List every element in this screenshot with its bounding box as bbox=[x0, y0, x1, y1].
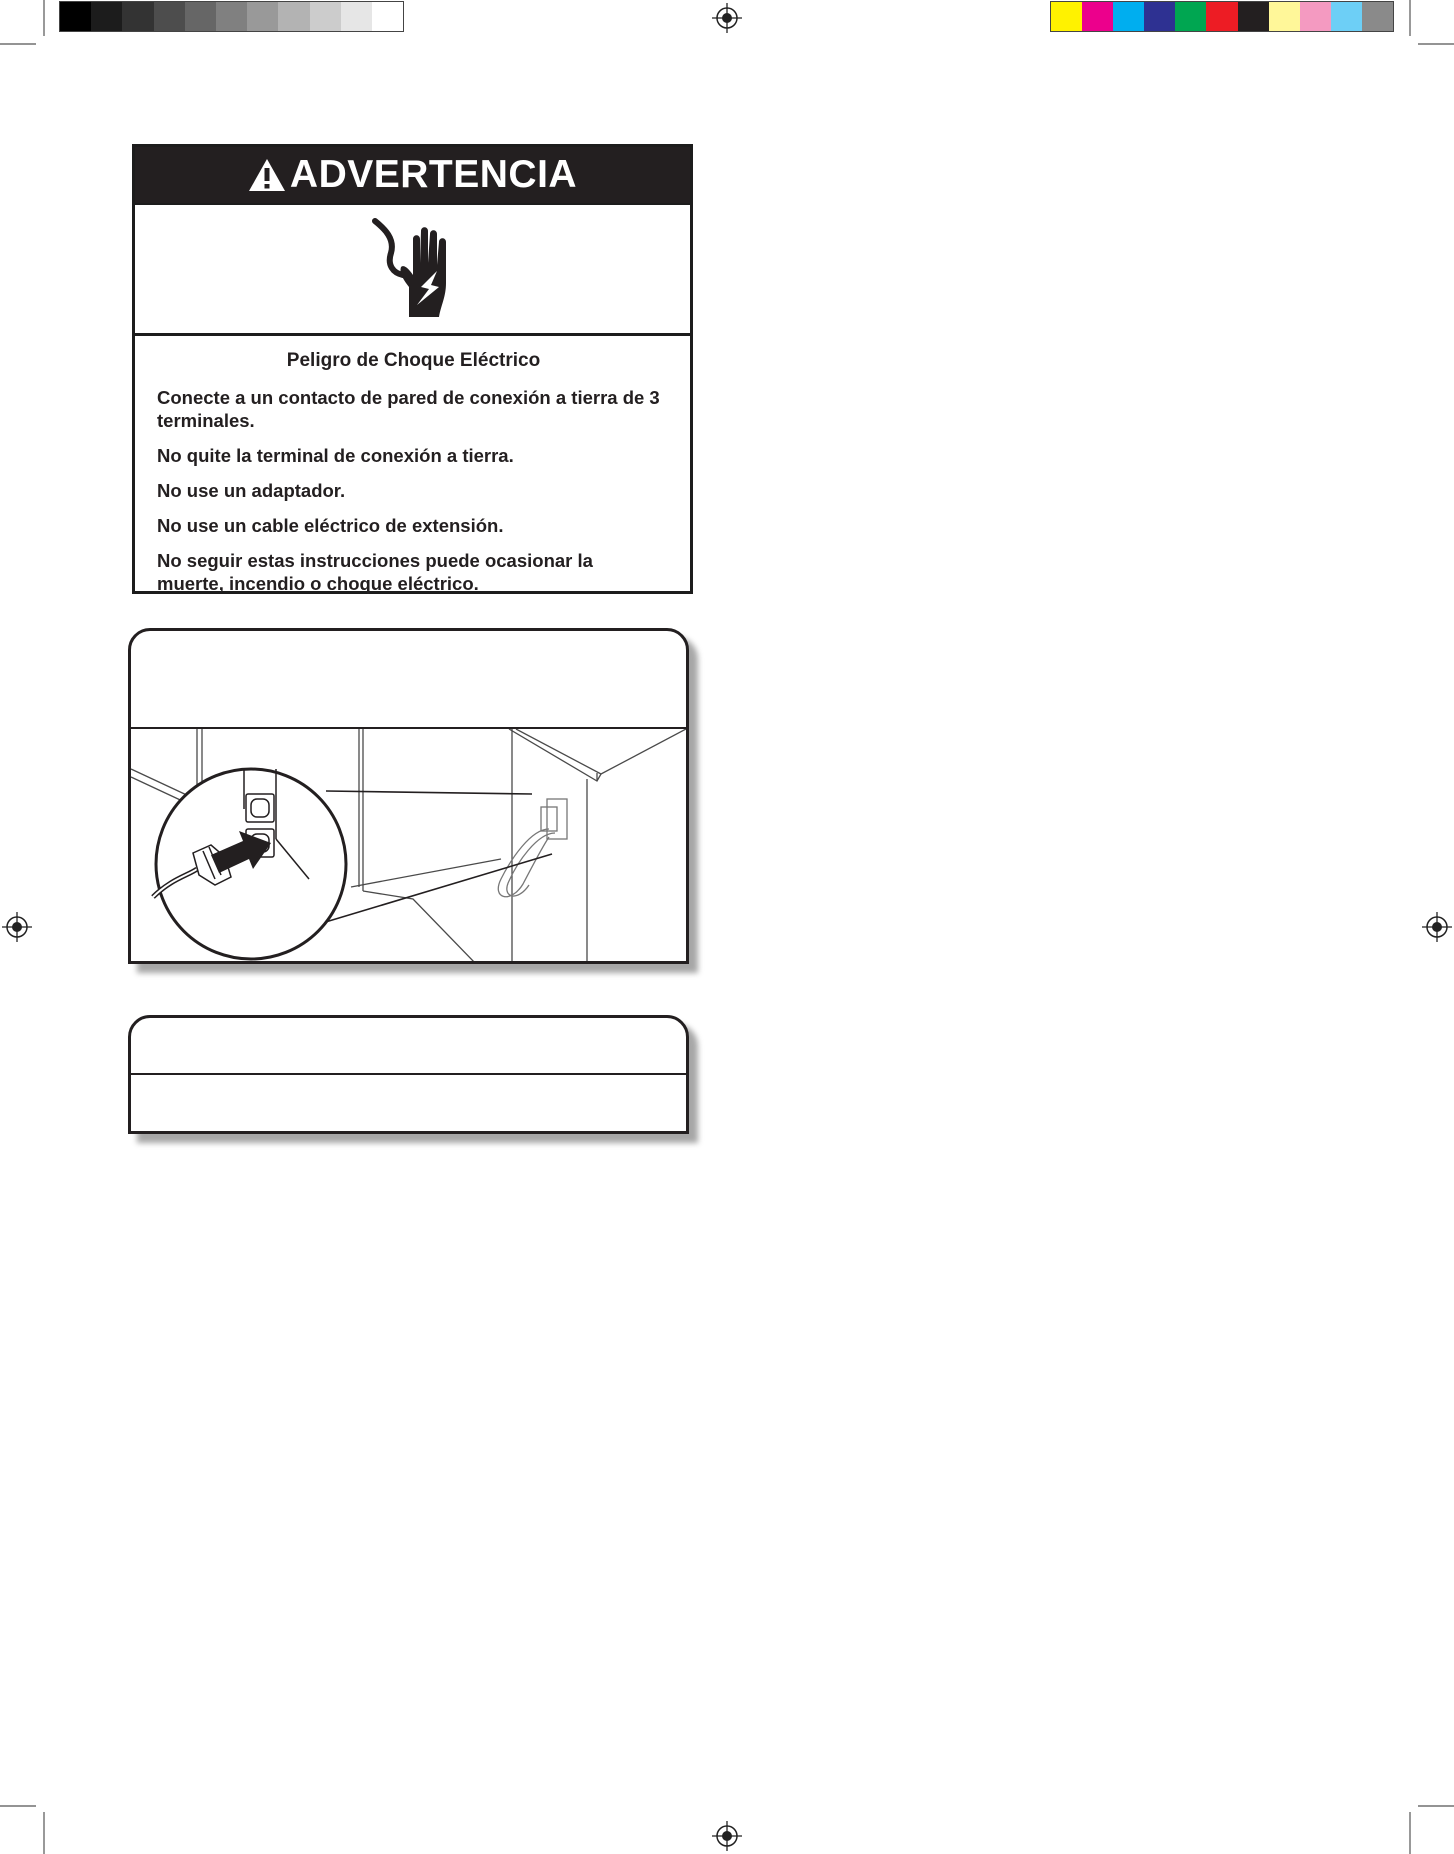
hazard-title: Peligro de Choque Eléctrico bbox=[286, 350, 541, 371]
calibration-swatch bbox=[216, 2, 247, 31]
calibration-swatch bbox=[1300, 2, 1331, 31]
calibration-swatch bbox=[372, 2, 403, 31]
hazard-icon-area bbox=[135, 203, 690, 336]
outlet-illustration-box bbox=[128, 628, 689, 964]
registration-mark-icon bbox=[1422, 912, 1452, 942]
grayscale-calibration-bar bbox=[59, 1, 404, 32]
calibration-swatch bbox=[247, 2, 278, 31]
warning-header bbox=[135, 147, 690, 203]
registration-mark-icon bbox=[2, 912, 32, 942]
calibration-swatch bbox=[310, 2, 341, 31]
calibration-swatch bbox=[1175, 2, 1206, 31]
warning-line: No use un cable eléctrico de extensión. bbox=[157, 515, 504, 536]
note-box bbox=[128, 1015, 689, 1134]
electric-shock-hand-icon bbox=[363, 217, 463, 321]
calibration-swatch bbox=[1082, 2, 1113, 31]
calibration-swatch bbox=[278, 2, 309, 31]
warning-box bbox=[132, 144, 693, 594]
calibration-swatch bbox=[1051, 2, 1082, 31]
calibration-swatch bbox=[1113, 2, 1144, 31]
calibration-swatch bbox=[185, 2, 216, 31]
illustration-caption-area bbox=[131, 631, 686, 729]
calibration-swatch bbox=[1206, 2, 1237, 31]
calibration-swatch bbox=[122, 2, 153, 31]
calibration-swatch bbox=[1331, 2, 1362, 31]
warning-text bbox=[135, 336, 690, 595]
warning-line: No seguir estas instrucciones puede ocasionar la muerte, incendio o choque eléctrico. bbox=[157, 550, 593, 594]
warning-line: No use un adaptador. bbox=[157, 480, 346, 501]
note-divider bbox=[131, 1073, 686, 1075]
calibration-swatch bbox=[60, 2, 91, 31]
outlet-plug-illustration bbox=[131, 729, 686, 964]
calibration-swatch bbox=[1144, 2, 1175, 31]
calibration-swatch bbox=[91, 2, 122, 31]
warning-line: No quite la terminal de conexión a tierra. bbox=[157, 445, 514, 466]
registration-mark-icon bbox=[712, 1821, 742, 1851]
registration-mark-icon bbox=[712, 3, 742, 33]
warning-line: Conecte a un contacto de pared de conexión a tierra de 3 terminales. bbox=[157, 387, 660, 431]
color-calibration-bar bbox=[1050, 1, 1394, 32]
calibration-swatch bbox=[1269, 2, 1300, 31]
calibration-swatch bbox=[341, 2, 372, 31]
calibration-swatch bbox=[1362, 2, 1393, 31]
calibration-swatch bbox=[1238, 2, 1269, 31]
warning-triangle-icon bbox=[248, 158, 286, 192]
calibration-swatch bbox=[154, 2, 185, 31]
warning-title: ADVERTENCIA bbox=[289, 153, 578, 196]
